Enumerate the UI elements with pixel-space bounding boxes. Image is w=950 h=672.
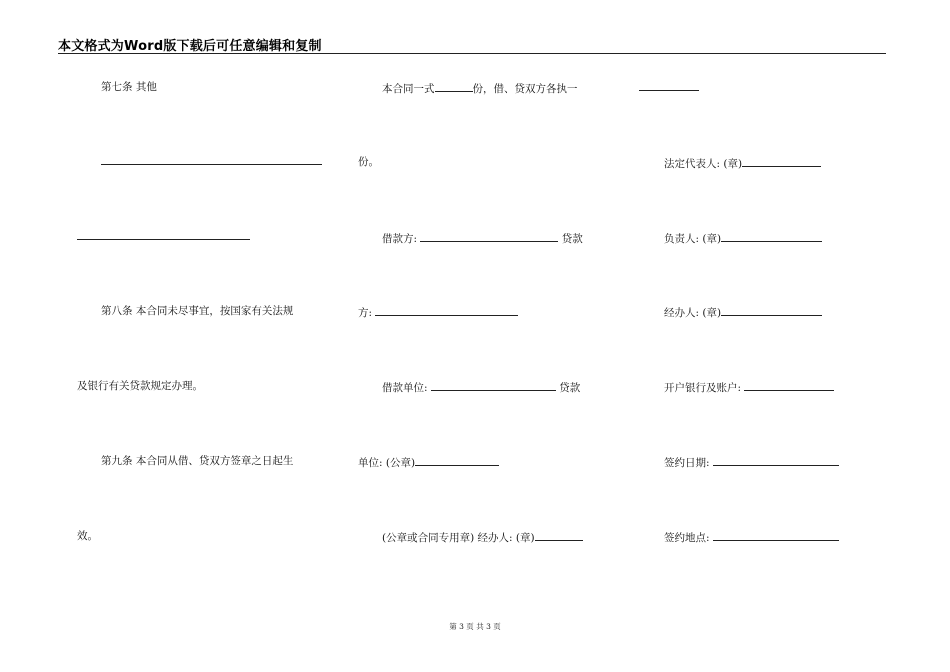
lender-unit-label-start: 贷款 xyxy=(559,382,581,394)
lender-unit-blank xyxy=(415,454,499,466)
copies-count-blank xyxy=(435,80,473,92)
lender-line xyxy=(358,304,518,320)
bank-account-label: 开户银行及账户: xyxy=(664,382,742,394)
operator-line xyxy=(664,304,822,320)
article-9-text: 第九条 本合同从借、贷双方签章之日起生 xyxy=(101,455,294,467)
borrower-label: 借款方: xyxy=(382,233,418,245)
sign-date-label: 签约日期: xyxy=(664,457,710,469)
operator-label: 经办人: (章) xyxy=(664,307,722,319)
copies-text-a: 本合同一式 xyxy=(382,83,435,95)
article-8-text: 第八条 本合同未尽事宜，按国家有关法规 xyxy=(101,305,294,317)
article-8-text-cont: 及银行有关贷款规定办理。 xyxy=(77,380,203,392)
lender-label-end: 方: xyxy=(358,307,373,319)
lender-unit-label-end: 单位: (公章) xyxy=(358,457,416,469)
sign-place-label: 签约地点: xyxy=(664,532,710,544)
blank-line-2 xyxy=(77,239,250,240)
blank-line-1 xyxy=(101,164,322,165)
legal-rep-label: 法定代表人: (章) xyxy=(664,158,743,170)
header-title: 本文格式为Word版下载后可任意编辑和复制 xyxy=(58,39,322,54)
copies-line-cont: 份。 xyxy=(358,156,379,168)
lender-blank xyxy=(375,304,518,316)
copies-text-b: 份，借、贷双方各执一 xyxy=(472,83,578,95)
blank-line-3 xyxy=(639,90,699,91)
copies-line xyxy=(382,80,578,96)
lender-unit-line xyxy=(358,454,499,470)
page-header xyxy=(58,33,886,54)
lender-label-start: 贷款 xyxy=(561,233,583,245)
borrower-line xyxy=(382,230,583,246)
legal-rep-line xyxy=(664,155,821,171)
seal-operator-label: (公章或合同专用章) 经办人: (章) xyxy=(382,532,535,544)
seal-operator-line xyxy=(382,529,583,545)
sign-date-blank xyxy=(713,454,839,466)
seal-operator-blank xyxy=(535,529,583,541)
borrower-unit-label: 借款单位: xyxy=(382,382,428,394)
sign-date-line xyxy=(664,454,839,470)
sign-place-line xyxy=(664,529,839,545)
borrower-blank xyxy=(420,230,558,242)
person-in-charge-line xyxy=(664,230,822,246)
article-9-text-cont: 效。 xyxy=(77,530,98,542)
operator-blank xyxy=(721,304,822,316)
legal-rep-blank xyxy=(742,155,821,167)
page-number: 第 3 页 共 3 页 xyxy=(449,622,501,631)
borrower-unit-blank xyxy=(431,379,556,391)
sign-place-blank xyxy=(713,529,839,541)
person-in-charge-label: 负责人: (章) xyxy=(664,233,722,245)
borrower-unit-line xyxy=(382,379,580,395)
article-7-heading: 第七条 其他 xyxy=(101,81,157,93)
bank-account-line xyxy=(664,379,834,395)
person-in-charge-blank xyxy=(721,230,822,242)
bank-account-blank xyxy=(744,379,834,391)
